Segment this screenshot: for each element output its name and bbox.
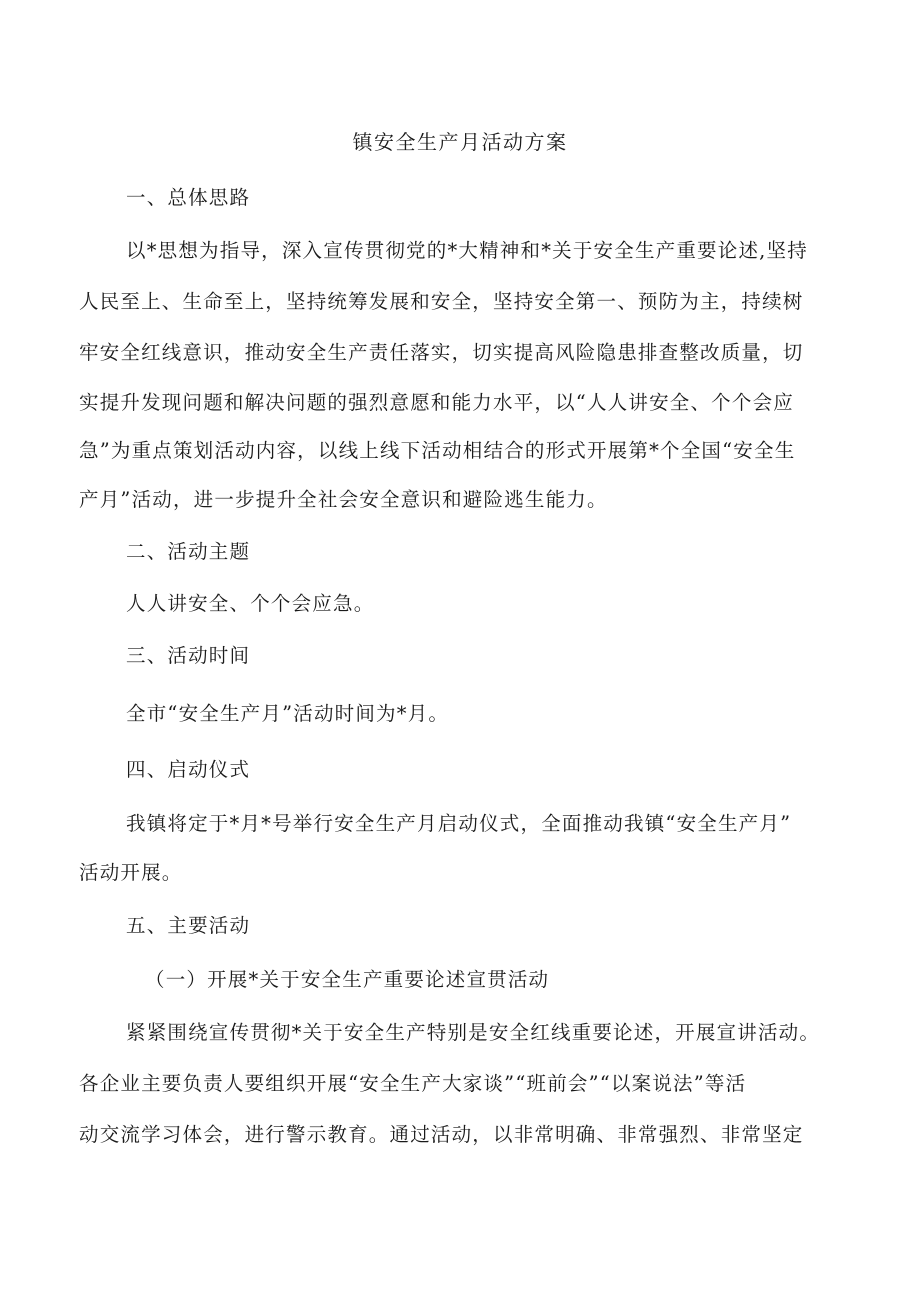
paragraph-line: 紧紧围绕宣传贯彻*关于安全生产特别是安全红线重要论述，开展宣讲活动。 bbox=[126, 1021, 821, 1044]
section-heading-5: 五、主要活动 bbox=[126, 914, 251, 937]
paragraph-line: 牢安全红线意识，推动安全生产责任落实，切实提高风险隐患排查整改质量，切 bbox=[79, 341, 804, 364]
document-title: 镇安全生产月活动方案 bbox=[352, 130, 568, 154]
paragraph-line: 活动开展。 bbox=[79, 861, 183, 884]
paragraph-line: 各企业主要负责人要组织开展“安全生产大家谈”“班前会”“以案说法”等活 bbox=[79, 1072, 747, 1095]
subsection-heading: （一）开展*关于安全生产重要论述宣贯活动 bbox=[145, 968, 550, 991]
paragraph-line: 急”为重点策划活动内容，以线上线下活动相结合的形式开展第*个全国“安全生 bbox=[79, 439, 796, 462]
section-heading-4: 四、启动仪式 bbox=[126, 758, 251, 781]
section-heading-1: 一、总体思路 bbox=[126, 186, 251, 209]
paragraph-line: 人人讲安全、个个会应急。 bbox=[126, 592, 375, 615]
paragraph-line: 全市“安全生产月”活动时间为*月。 bbox=[126, 702, 450, 725]
section-heading-3: 三、活动时间 bbox=[126, 644, 251, 667]
paragraph-line: 动交流学习体会，进行警示教育。通过活动，以非常明确、非常强烈、非常坚定 bbox=[79, 1123, 804, 1146]
paragraph-line: 实提升发现问题和解决问题的强烈意愿和能力水平，以“人人讲安全、个个会应 bbox=[79, 391, 794, 414]
paragraph-line: 人民至上、生命至上，坚持统筹发展和安全，坚持安全第一、预防为主，持续树 bbox=[79, 290, 804, 313]
paragraph-line: 以*思想为指导，深入宣传贯彻党的*大精神和*关于安全生产重要论述,坚持 bbox=[126, 239, 808, 262]
paragraph-line: 产月”活动，进一步提升全社会安全意识和避险逃生能力。 bbox=[79, 488, 608, 511]
paragraph-line: 我镇将定于*月*号举行安全生产月启动仪式，全面推动我镇“安全生产月” bbox=[126, 812, 792, 835]
section-heading-2: 二、活动主题 bbox=[126, 540, 251, 563]
